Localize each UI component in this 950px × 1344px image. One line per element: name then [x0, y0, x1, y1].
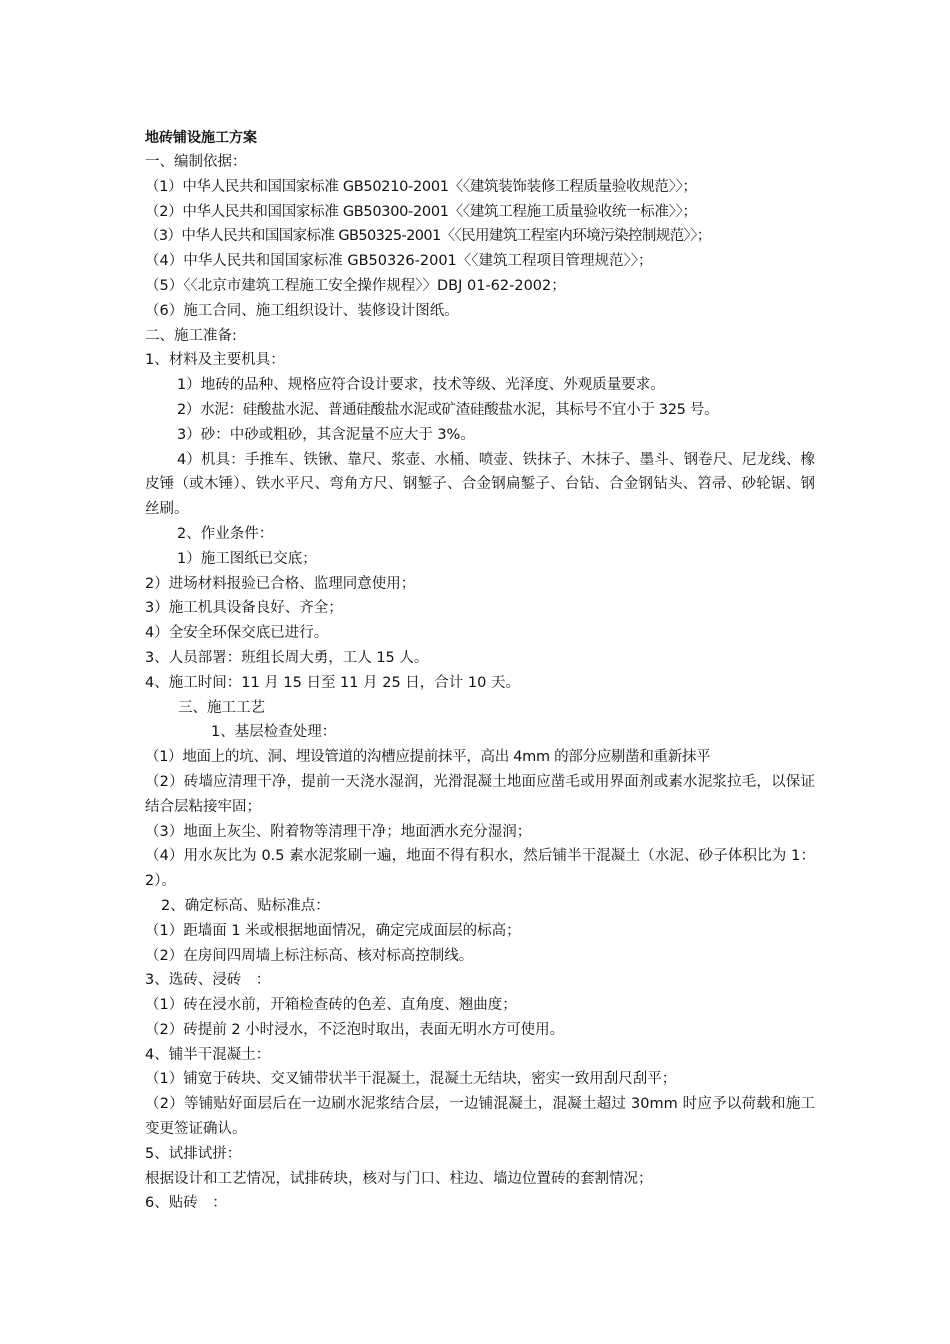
subheading-materials: 1、材料及主要机具： [145, 352, 285, 369]
basis-item-3: （3）中华人民共和国国家标准 GB50325-2001〈〈民用建筑工程室内环境污染控制规范〉〉； [145, 228, 711, 245]
document-body [145, 126, 815, 1216]
materials-item-4 [145, 448, 815, 522]
basis-item-4: （4）中华人民共和国国家标准 GB50326-2001〈〈建筑工程项目管理规范〉〉； [145, 253, 653, 270]
subheading-trial-layout: 5、试排试拼： [145, 1145, 242, 1162]
conditions-item-1: 1）施工图纸已交底； [177, 550, 317, 567]
subheading-tile-selection: 3、选砖、浸砖 ： [145, 972, 271, 989]
mortar-item-1: （1）铺宽于砖块、交叉铺带状半干混凝土，混凝土无结块，密实一致用刮尺刮平； [145, 1071, 677, 1088]
subheading-elevation: 2、确定标高、贴标准点： [161, 897, 330, 914]
document-title: 地砖铺设施工方案 [145, 130, 257, 146]
section-heading-preparation: 二、施工准备: [145, 327, 237, 344]
conditions-item-4: 4）全安全环保交底已进行。 [145, 625, 329, 642]
materials-item-4-text: 4）机具：手推车、铁锹、靠尺、浆壶、水桶、喷壶、铁抹子、木抹子、墨斗、钢卷尺、尼龙线、橡皮锤（或木锤）、铁水平尺、弯角方尺、钢錾子、合金钢扁錾子、台钻、合金钢钻头、笤帚、砂轮锯、钢丝刷。 [145, 451, 815, 518]
basis-item-1: （1）中华人民共和国国家标准 GB50210-2001〈〈建筑装饰装修工程质量验收规范〉〉； [145, 178, 697, 195]
subheading-mortar-bed: 4、铺半干混凝土： [145, 1046, 271, 1063]
base-item-2: （2）砖墙应清理干净，提前一天浇水湿润，光滑混凝土地面应凿毛或用界面剂或素水泥浆拉毛，以保证结合层粘接牢固； [145, 773, 815, 815]
subheading-tiling: 6、贴砖 ： [145, 1195, 227, 1212]
section-heading-process: 三、施工工艺 [178, 699, 265, 716]
section-heading-basis: 一、编制依据： [145, 154, 247, 170]
selection-item-2: （2）砖提前 2 小时浸水，不泛泡时取出，表面无明水方可使用。 [145, 1021, 565, 1038]
elevation-item-1: （1）距墙面 1 米或根据地面情况，确定完成面层的标高； [145, 922, 521, 939]
materials-item-2: 2）水泥：硅酸盐水泥、普通硅酸盐水泥或矿渣硅酸盐水泥，其标号不宜小于 325 号。 [177, 401, 719, 418]
conditions-item-3: 3）施工机具设备良好、齐全； [145, 600, 343, 617]
subheading-base-inspection: 1、基层检查处理： [211, 724, 337, 741]
conditions-item-2: 2）进场材料报验已合格、监理同意使用； [145, 575, 416, 592]
basis-item-2: （2）中华人民共和国国家标准 GB50300-2001〈〈建筑工程施工质量验收统一标准〉〉； [145, 203, 697, 220]
materials-item-1: 1）地砖的品种、规格应符合设计要求，技术等级、光泽度、外观质量要求。 [177, 377, 665, 394]
subheading-work-conditions: 2、作业条件： [177, 525, 274, 542]
elevation-item-2: （2）在房间四周墙上标注标高、核对标高控制线。 [145, 947, 474, 964]
basis-item-6: （6）施工合同、施工组织设计、装修设计图纸。 [145, 302, 459, 319]
staffing-line: 3、人员部署：班组长周大勇，工人 15 人。 [145, 649, 429, 666]
materials-item-3: 3）砂：中砂或粗砂，其含泥量不应大于 3%。 [177, 426, 475, 443]
base-item-4: （4）用水灰比为 0.5 素水泥浆刷一遍，地面不得有积水，然后铺半干混凝土（水泥、砂子体积比为 1：2）。 [145, 848, 815, 890]
selection-item-1: （1）砖在浸水前，开箱检查砖的色差、直角度、翘曲度； [145, 997, 517, 1014]
mortar-item-2: （2）等铺贴好面层后在一边刷水泥浆结合层，一边铺混凝土，混凝土超过 30mm 时应予以荷载和施工变更签证确认。 [145, 1096, 815, 1138]
trial-layout-text: 根据设计和工艺情况，试排砖块，核对与门口、柱边、墙边位置砖的套割情况； [145, 1170, 653, 1187]
base-item-1: （1）地面上的坑、洞、埋设管道的沟槽应提前抹平，高出 4mm 的部分应剔凿和重新抹平 [145, 749, 711, 766]
basis-item-5: （5）〈〈北京市建筑工程施工安全操作规程〉〉DBJ 01-62-2002； [145, 277, 566, 294]
base-item-3: （3）地面上灰尘、附着物等清理干净；地面洒水充分湿润； [145, 823, 532, 840]
schedule-line: 4、施工时间：11 月 15 日至 11 月 25 日，合计 10 天。 [145, 674, 520, 691]
